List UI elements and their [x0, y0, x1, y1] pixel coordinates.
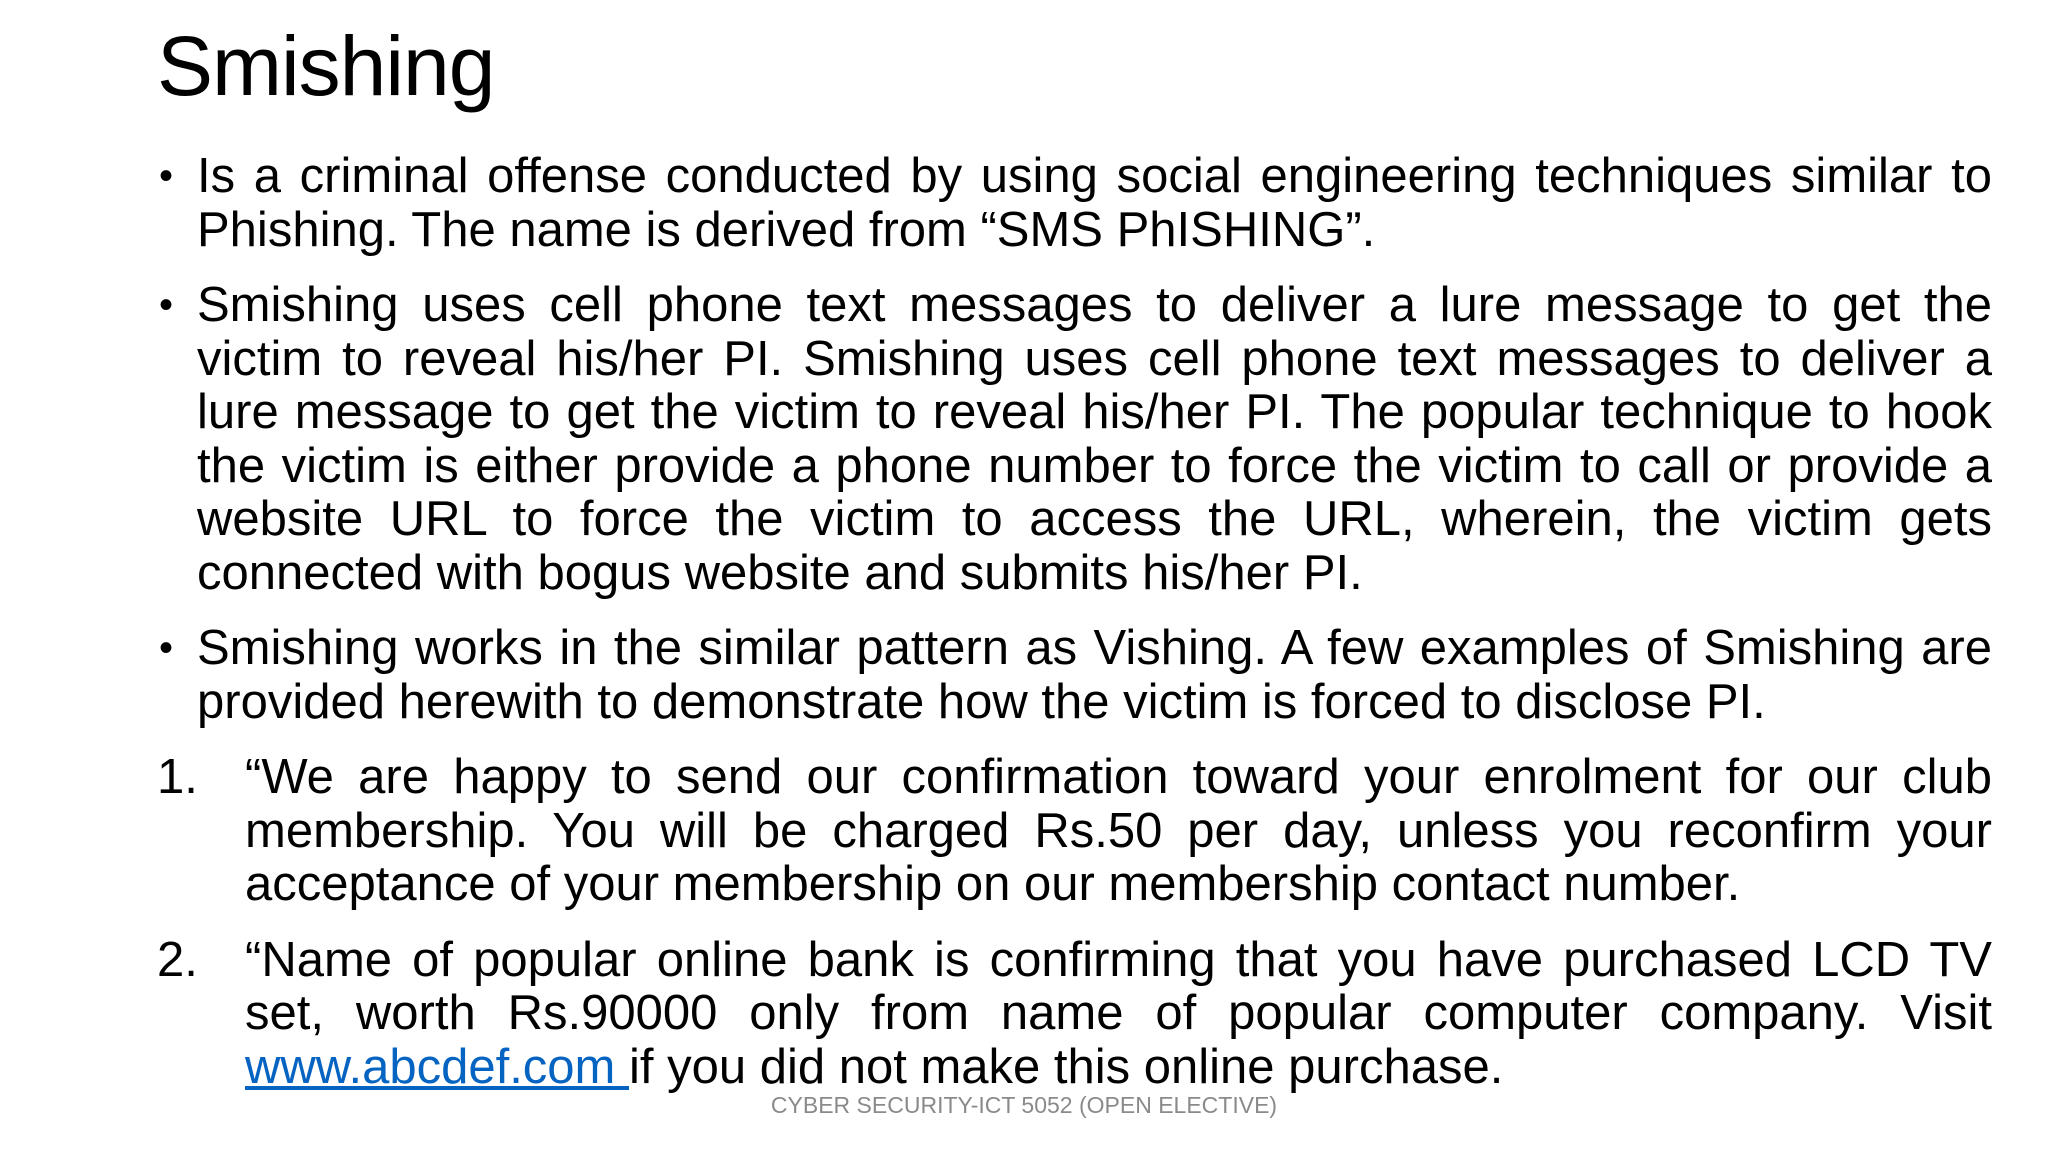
- example-item: [157, 934, 1992, 1095]
- bullet-text: Is a criminal offense conducted by using social engineering techniques similar to Phishing. The name is derived from “SMS PhISHING”.: [197, 149, 1992, 257]
- example-website-link[interactable]: www.abcdef.com: [245, 1039, 629, 1094]
- slide-footer: CYBER SECURITY-ICT 5052 (OPEN ELECTIVE): [770, 1092, 1278, 1118]
- example-text: “We are happy to send our confirmation toward your enrolment for our club membership. You will be charged Rs.50 per day, unless you reconfirm your acceptance of your membership on our membership contact number.: [245, 750, 1992, 911]
- bullet-marker: •: [159, 154, 174, 198]
- example-number: 2.: [157, 932, 198, 987]
- slide-title: Smishing: [157, 19, 495, 113]
- bullet-item: [157, 279, 1992, 600]
- bullet-marker: •: [159, 283, 174, 327]
- example-text-before-link: “Name of popular online bank is confirming that you have purchased LCD TV set, worth Rs.90000 only from name of popular computer company. Visit: [245, 932, 1992, 1040]
- bullet-item: [157, 622, 1992, 729]
- bullet-marker: •: [159, 626, 174, 670]
- bullet-text: Smishing works in the similar pattern as Vishing. A few examples of Smishing are provided herewith to demonstrate how the victim is forced to disclose PI.: [197, 621, 1992, 729]
- bullet-item: [157, 150, 1992, 257]
- slide-content: [157, 150, 1992, 1116]
- example-text-after-link: if you did not make this online purchase.: [629, 1039, 1504, 1094]
- example-item: [157, 751, 1992, 912]
- bullet-text: Smishing uses cell phone text messages to deliver a lure message to get the victim to reveal his/her PI. Smishing uses cell phone text messages to deliver a lure message to get the victim to reveal his/her PI. The popular technique to hook the victim is either provide a phone number to force the victim to call or provide a website URL to force the victim to access the URL, wherein, the victim gets connected with bogus website and submits his/her PI.: [197, 278, 1992, 600]
- example-number: 1.: [157, 750, 198, 804]
- example-text: [245, 933, 1992, 1094]
